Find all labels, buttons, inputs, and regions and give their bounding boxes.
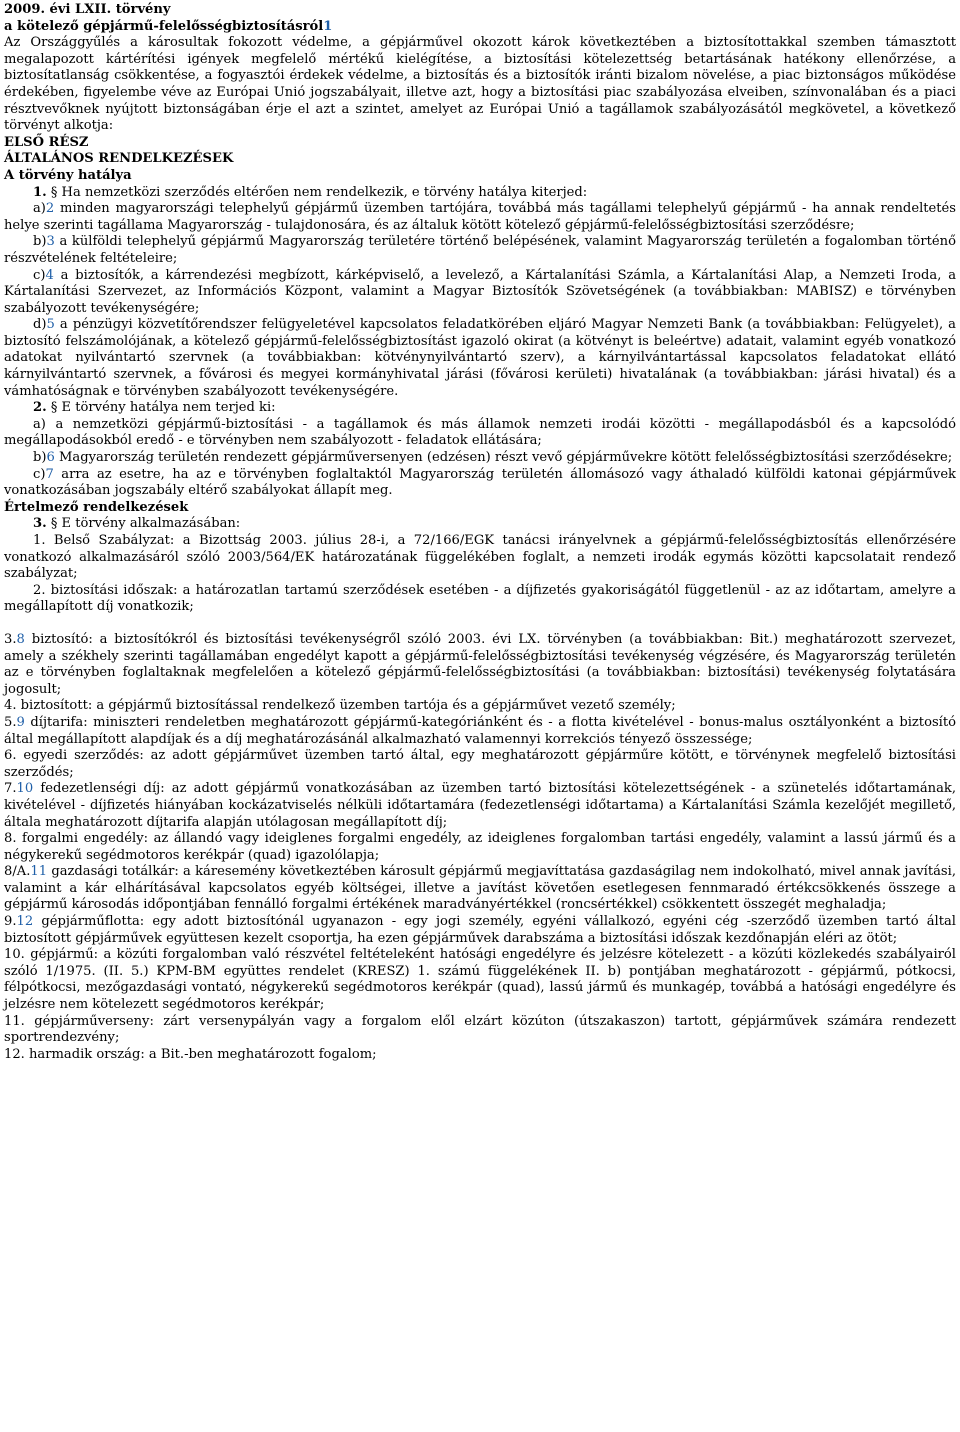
definition-number: 8/A. <box>4 864 31 880</box>
definition-8a <box>4 864 956 914</box>
definition-1: 1. Belső Szabályzat: a Bizottság 2003. július 28-i, a 72/166/EGK tanácsi irányelvnek a gépjármű-felelősségbiztosítás ellenőrzésére vonatkozó alkalmazásáról szóló 2003/564/EK határozatának függelékében foglalt, a nemzeti irodák egymás közötti kapcsolatait rendező szabályzat; <box>4 533 956 582</box>
footnote-ref[interactable]: 6 <box>46 450 55 466</box>
definition-5 <box>4 715 956 748</box>
section-text: § Ha nemzetközi szerződés eltérően nem rendelkezik, e törvény hatálya kiterjed: <box>50 184 588 200</box>
law-title-text: a kötelező gépjármű-felelősségbiztosításról <box>4 18 324 34</box>
definition-number: 7. <box>4 781 17 797</box>
definition-9 <box>4 914 956 947</box>
definitions-heading: Értelmező rendelkezések <box>4 499 189 515</box>
point-text: minden magyarországi telephelyű gépjármű üzemben tartójára, továbbá más tagállami telephelyű gépjármű - ha annak rendeltetés helye szerinti tagállama Magyarország - tulajdonosára, és az általuk kötött kötelező gépjármű-felelősségbiztosítási szerződésre; <box>4 201 956 233</box>
law-id: 2009. évi LXII. törvény <box>4 2 171 17</box>
footnote-ref[interactable]: 3 <box>46 234 55 250</box>
definition-text: gépjárműflotta: egy adott biztosítónál ugyanazon - egy jogi személy, egyéni vállalkozó, egyéni cég -szerződő üzemben tartó által biztosított gépjárművek együttesen kezelt csoportja, ha ezen gépjárművek darabszáma a biztosítási időszak kezdőnapján eléri az ötöt; <box>4 914 956 946</box>
section-number: 2. <box>33 400 47 416</box>
part-heading: ELSŐ RÉSZ <box>4 134 89 150</box>
definition-number: 3. <box>4 631 17 647</box>
section-2-c <box>4 467 956 500</box>
footnote-ref[interactable]: 5 <box>46 317 55 333</box>
scope-heading: A törvény hatálya <box>4 167 132 183</box>
preamble: Az Országgyűlés a károsultak fokozott védelme, a gépjárművel okozott károk következtében a biztosítottakkal szemben támasztott megalapozott kártérítési igények megfelelő mértékű kielégítése, a biztosítási kötelezettség betartásának hatékony ellenőrzése, a biztosítatlanság csökkentése, a fogyasztói érdekek védelme, a biztosítás és a biztosítók iránti bizalom növelése, a piac biztonságos működése érdekében, figyelembe véve az Európai Unió jogszabályait, illetve azt, hogy a biztosítási piac szabályozása elveiben, színvonalában és a piaci résztvevőknek nyújtott biztonságában érje el azt a szintet, amelyet az Európai Unió a tagállamok szabályozásától megkövetel, a következő törvényt alkotja: <box>4 35 956 134</box>
definition-4: 4. biztosított: a gépjármű biztosítással rendelkező üzemben tartója és a gépjárművet vezető személy; <box>4 698 676 714</box>
section-1-a <box>4 201 956 234</box>
footnote-ref[interactable]: 9 <box>16 714 25 730</box>
definition-12: 12. harmadik ország: a Bit.-ben meghatározott fogalom; <box>4 1046 377 1062</box>
point-text: a biztosítók, a kárrendezési megbízott, kárképviselő, a levelező, a Kártalanítási Számla, a Kártalanítási Alap, a Nemzeti Iroda, a Kártalanítási Szervezet, az Információs Központ, valamint a Magyar Biztosítók Szövetségének (a továbbiakban: MABISZ) e törvényben szabályozott tevékenységére; <box>4 267 956 316</box>
section-number: 3. <box>33 516 47 532</box>
section-2-a: a) a nemzetközi gépjármű-biztosítási - a tagállamok és más államok nemzeti irodái közötti - megállapodásból és a kapcsolódó megállapodásokból eredő - e törvényben nem szabályozott - feladatok ellátására; <box>4 416 956 449</box>
definition-2: 2. biztosítási időszak: a határozatlan tartamú szerződések esetében - a díjfizetés gyakoriságától függetlenül - az az időtartam, amelyre a megállapított díj vonatkozik; <box>4 582 956 615</box>
point-text: arra az esetre, ha az e törvényben foglaltaktól Magyarország területén állomásozó vagy áthaladó külföldi katonai gépjárművek vonatkozásában jogszabály eltérő szabályokat állapít meg. <box>4 466 956 499</box>
section-1-b <box>4 234 956 267</box>
footnote-ref[interactable]: 7 <box>45 466 54 482</box>
definition-3 <box>4 632 956 698</box>
point-label: c) <box>33 267 46 283</box>
point-label: b) <box>33 234 47 250</box>
definition-text: fedezetlenségi díj: az adott gépjármű vonatkozásában az üzemben tartó biztosítási kötelezettségének - a szünetelés időtartamának, kivételével - díjfizetés hiányában kockázatviselés nélküli időtartamára (fedezetlenségi időtartama) a Kártalanítási Számla kezelőjét megillető, általa meghatározott díjtarifa alapján utólagosan megállapított díj; <box>4 781 956 830</box>
section-1-d <box>4 317 956 400</box>
section-3-intro <box>4 516 956 533</box>
point-label: a) <box>33 201 46 217</box>
section-2-intro <box>4 400 956 417</box>
definition-11: 11. gépjárműverseny: zárt versenypályán vagy a forgalom elől elzárt közúton (útszakaszon) tartott, gépjárművek számára rendezett sportrendezvény; <box>4 1013 956 1046</box>
definition-text: díjtarifa: miniszteri rendeletben meghatározott gépjármű-kategóriánként és - a flotta kivételével - bonus-malus osztályonként a biztosító által megállapított alapdíjak és a díj meghatározásánál alkalmazható valamennyi korrekciós tényező összessége; <box>4 714 956 747</box>
definition-number: 9. <box>4 914 17 930</box>
section-1-c <box>4 268 956 318</box>
footnote-ref[interactable]: 10 <box>16 781 34 797</box>
point-text: a külföldi telephelyű gépjármű Magyarország területére történő belépésének, valamint Magyarország területén a fogalomban történő részvételének feltételeire; <box>4 234 956 266</box>
definition-text: biztosító: a biztosítókról és biztosítási tevékenységről szóló 2003. évi LX. törvényben (a továbbiakban: Bit.) meghatározott szervezet, amely a székhely szerinti tagállamában engedélyt kapott a gépjármű-felelősségbiztosítási tevékenység végzésére, és Magyarország területén az e törvényben foglaltaknak megfelelően a kötelező gépjármű-felelősségbiztosítási (a továbbiakban: biztosítási) tevékenység folytatására jogosult; <box>4 631 956 697</box>
point-label: c) <box>33 466 46 482</box>
section-text: § E törvény hatálya nem terjed ki: <box>50 400 276 416</box>
point-text: Magyarország területén rendezett gépjárműversenyen (edzésen) részt vevő gépjárművekre kötött felelősségbiztosítási szerződésekre; <box>54 450 953 466</box>
footnote-ref[interactable]: 8 <box>16 631 25 647</box>
section-number: 1. <box>33 184 47 200</box>
point-text: a pénzügyi közvetítőrendszer felügyeletével kapcsolatos feladatkörében eljáró Magyar Nemzeti Bank (a továbbiakban: Felügyelet), a biztosító felszámolójának, a kötelező gépjármű-felelősségbiztosítást igazoló okirat (a kötvényt is beleértve) adatait, valamint egyéb vonatkozó adatokat nyilvántartó szervnek (a továbbiakban: kötvénynyilvántartó szerv), a kárnyilvántartással kapcsolatos feladatokat ellátó kárnyilvántartó szervnek, a fővárosi és megyei kormányhivatal járási (fővárosi kerületi) hivatalának (a továbbiakban: járási hivatal) és a vámhatóságnak e törvényben szabályozott tevékenységére. <box>4 317 956 399</box>
point-label: d) <box>33 317 47 333</box>
section-2-b <box>4 450 956 467</box>
point-label: b) <box>33 450 47 466</box>
definition-8: 8. forgalmi engedély: az állandó vagy ideiglenes forgalmi engedély, az ideiglenes forgalomban tartási engedély, valamint a lassú jármű és a négykerekű segédmotoros kerékpár (quad) igazolólapja; <box>4 831 956 863</box>
section-text: § E törvény alkalmazásában: <box>50 516 241 532</box>
definition-7 <box>4 781 956 831</box>
definition-6: 6. egyedi szerződés: az adott gépjárművet üzemben tartó által, egy meghatározott gépjárműre kötött, e törvénynek megfelelő biztosítási szerződés; <box>4 748 956 780</box>
footnote-ref[interactable]: 11 <box>30 864 48 880</box>
footnote-ref[interactable]: 4 <box>45 267 54 283</box>
footnote-ref[interactable]: 12 <box>16 914 34 930</box>
general-heading: ÁLTALÁNOS RENDELKEZÉSEK <box>4 151 234 167</box>
definition-number: 5. <box>4 714 17 730</box>
footnote-ref[interactable]: 1 <box>323 18 333 34</box>
definition-10: 10. gépjármű: a közúti forgalomban való részvétel feltételeként hatósági engedélyre és jelzésre kötelezett - a közúti közlekedés szabályairól szóló 1/1975. (II. 5.) KPM-BM együttes rendelet (KRESZ) 1. számú függelékének II. b) pontjában meghatározott - gépjármű, pótkocsi, félpótkocsi, mezőgazdasági vontató, négykerekű segédmotoros kerékpár (quad), lassú jármű és munkagép, továbbá a hatósági engedélyre és jelzésre nem kötelezett segédmotoros kerékpár; <box>4 947 956 1013</box>
law-title <box>4 19 956 36</box>
definition-text: gazdasági totálkár: a káresemény következtében károsult gépjármű megjavíttatása gazdaságilag nem indokolható, mivel annak javítási, valamint a kár elhárításával kapcsolatos egyéb költségei, illetve a javítást követően esetlegesen fennmaradó értékcsökkenés összege a gépjármű károsodás időpontjában fennálló forgalmi értékének maradványértékkel (roncsértékkel) csökkentett összegét meghaladja; <box>4 864 956 913</box>
section-1-intro <box>4 185 956 202</box>
footnote-ref[interactable]: 2 <box>45 201 55 217</box>
blank-line <box>4 616 956 632</box>
